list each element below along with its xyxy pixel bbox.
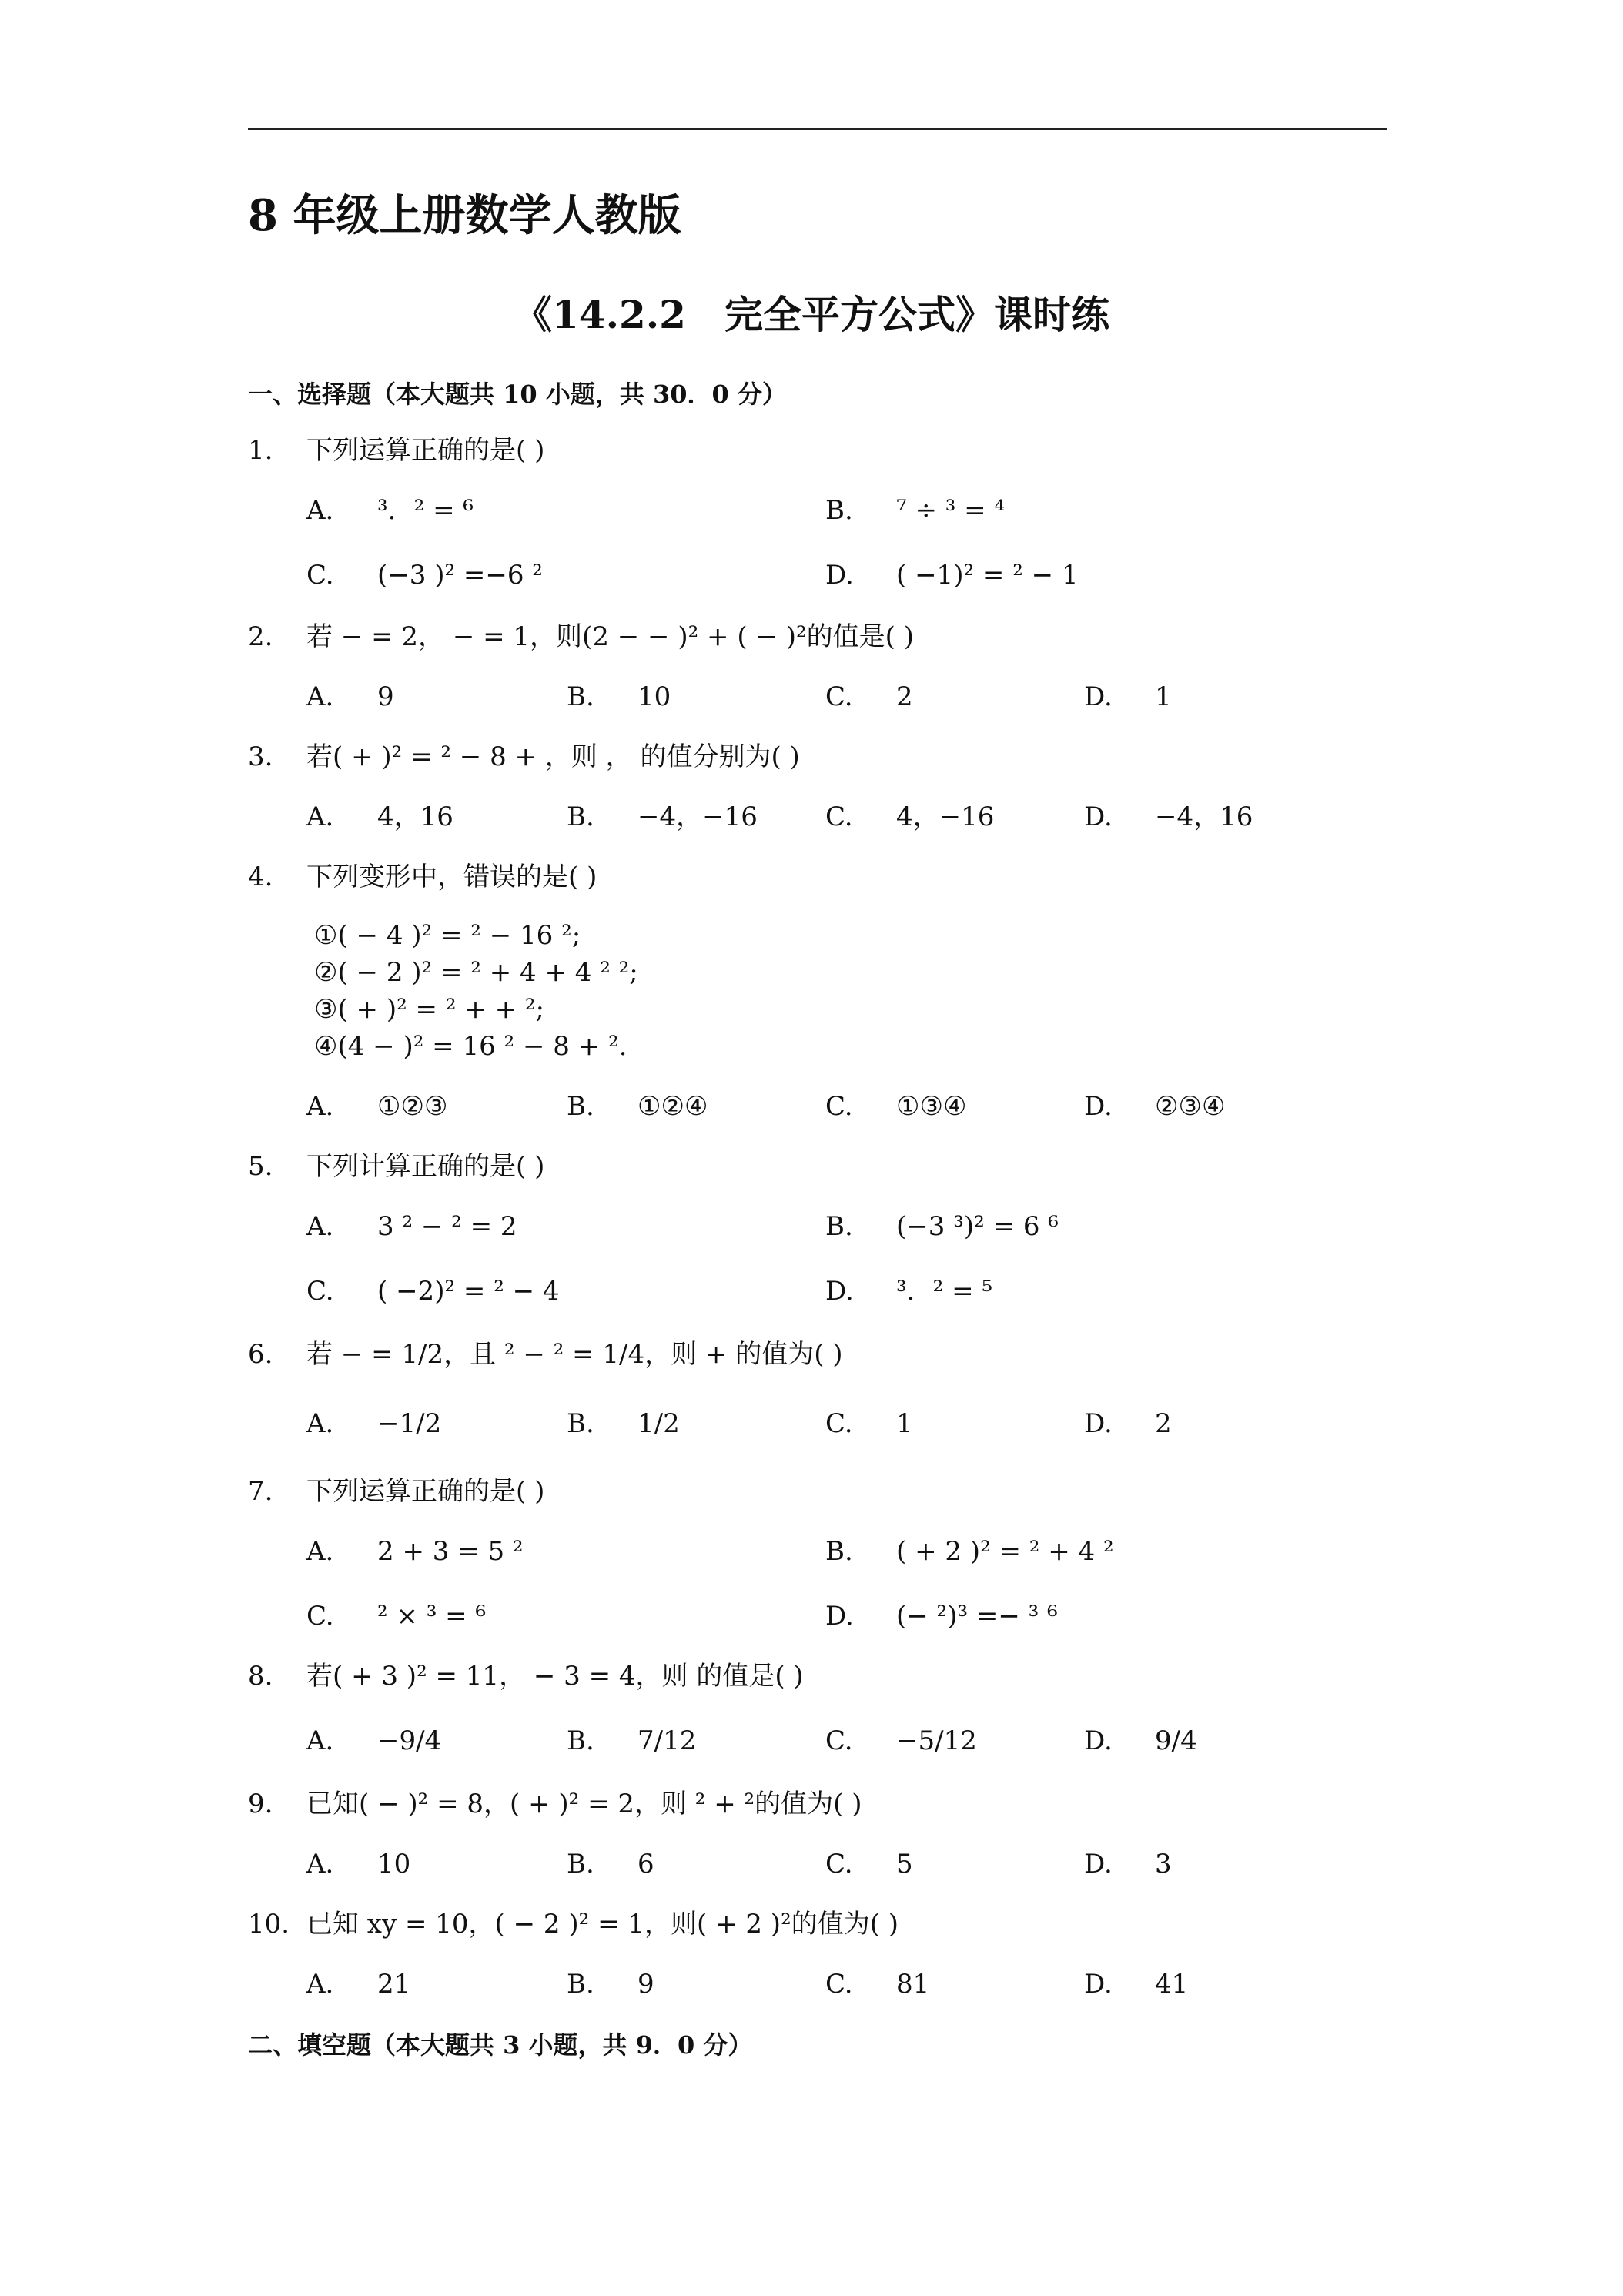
header-rule [248, 128, 1387, 130]
option-a[interactable]: A. 21 [306, 1969, 411, 2000]
option-a[interactable]: A. 3 ² − ² = 2 [306, 1211, 517, 1242]
section-heading-choice: 一、选择题（本大题共 10 小题，共 30．0 分） [248, 380, 787, 409]
option-b[interactable]: B. 10 [567, 681, 671, 712]
option-c[interactable]: C. −5/12 [825, 1725, 977, 1756]
question-stem: 3. 若( + )² = ² − 8 + ，则 ， 的值分别为( ) [248, 741, 800, 772]
question-stem: 10. 已知 xy = 10，( − 2 )² = 1，则( + 2 )²的值为( ) [248, 1909, 899, 1940]
lesson-title: 《14.2.2 完全平方公式》课时练 [514, 292, 1109, 337]
option-c[interactable]: C. ² × ³ = ⁶ [306, 1601, 487, 1632]
option-d[interactable]: D. 1 [1084, 681, 1172, 712]
statement-item: ④(4 − )² = 16 ² − 8 + ². [314, 1031, 627, 1062]
option-b[interactable]: B. −4，−16 [567, 802, 758, 832]
option-c[interactable]: C. 5 [825, 1849, 913, 1879]
option-b[interactable]: B. (−3 ³)² = 6 ⁶ [825, 1211, 1059, 1242]
option-c[interactable]: C. 4，−16 [825, 802, 995, 832]
option-c[interactable]: C. 2 [825, 681, 913, 712]
option-b[interactable]: B. 1/2 [567, 1408, 680, 1439]
option-d[interactable]: D. ³．² = ⁵ [825, 1276, 992, 1307]
question-stem: 7. 下列运算正确的是( ) [248, 1476, 545, 1507]
option-b[interactable]: B. ①②④ [567, 1091, 708, 1122]
option-a[interactable]: A. ³．² = ⁶ [306, 495, 474, 526]
section-heading-fill: 二、填空题（本大题共 3 小题，共 9．0 分） [248, 2030, 753, 2060]
option-d[interactable]: D. 3 [1084, 1849, 1172, 1879]
option-a[interactable]: A. 9 [306, 681, 394, 712]
option-a[interactable]: A. 4，16 [306, 802, 453, 832]
option-b[interactable]: B. 7/12 [567, 1725, 697, 1756]
option-d[interactable]: D. 2 [1084, 1408, 1172, 1439]
option-c[interactable]: C. ( −2)² = ² − 4 [306, 1276, 560, 1307]
option-d[interactable]: D. (− ²)³ =− ³ ⁶ [825, 1601, 1058, 1632]
option-c[interactable]: C. 81 [825, 1969, 930, 2000]
question-stem: 6. 若 − = 1/2，且 ² − ² = 1/4，则 + 的值为( ) [248, 1339, 843, 1370]
option-c[interactable]: C. 1 [825, 1408, 913, 1439]
option-a[interactable]: A. 10 [306, 1849, 411, 1879]
question-stem: 4. 下列变形中，错误的是( ) [248, 862, 597, 892]
option-b[interactable]: B. 6 [567, 1849, 654, 1879]
option-c[interactable]: C. ①③④ [825, 1091, 967, 1122]
option-d[interactable]: D. ②③④ [1084, 1091, 1226, 1122]
option-b[interactable]: B. ⁷ ÷ ³ = ⁴ [825, 495, 1006, 526]
option-d[interactable]: D. 41 [1084, 1969, 1189, 2000]
option-d[interactable]: D. ( −1)² = ² − 1 [825, 560, 1079, 591]
statement-item: ③( + )² = ² + + ²; [314, 994, 544, 1025]
option-a[interactable]: A. −9/4 [306, 1725, 442, 1756]
page-title: 8 年级上册数学人教版 [248, 190, 681, 241]
option-d[interactable]: D. −4，16 [1084, 802, 1253, 832]
option-c[interactable]: C. (−3 )² =−6 ² [306, 560, 543, 591]
option-d[interactable]: D. 9/4 [1084, 1725, 1197, 1756]
option-b[interactable]: B. 9 [567, 1969, 654, 2000]
option-a[interactable]: A. ①②③ [306, 1091, 448, 1122]
question-stem: 2. 若 − = 2， − = 1，则(2 − − )² + ( − )²的值是( ) [248, 621, 914, 652]
option-b[interactable]: B. ( + 2 )² = ² + 4 ² [825, 1536, 1114, 1567]
question-stem: 5. 下列计算正确的是( ) [248, 1151, 545, 1182]
option-a[interactable]: A. 2 + 3 = 5 ² [306, 1536, 524, 1567]
option-a[interactable]: A. −1/2 [306, 1408, 442, 1439]
question-stem: 9. 已知( − )² = 8，( + )² = 2，则 ² + ²的值为( ) [248, 1789, 862, 1819]
question-stem: 8. 若( + 3 )² = 11， − 3 = 4，则 的值是( ) [248, 1661, 804, 1692]
statement-item: ①( − 4 )² = ² − 16 ²; [314, 920, 581, 951]
statement-item: ②( − 2 )² = ² + 4 + 4 ² ²; [314, 957, 638, 988]
question-stem: 1. 下列运算正确的是( ) [248, 435, 545, 466]
